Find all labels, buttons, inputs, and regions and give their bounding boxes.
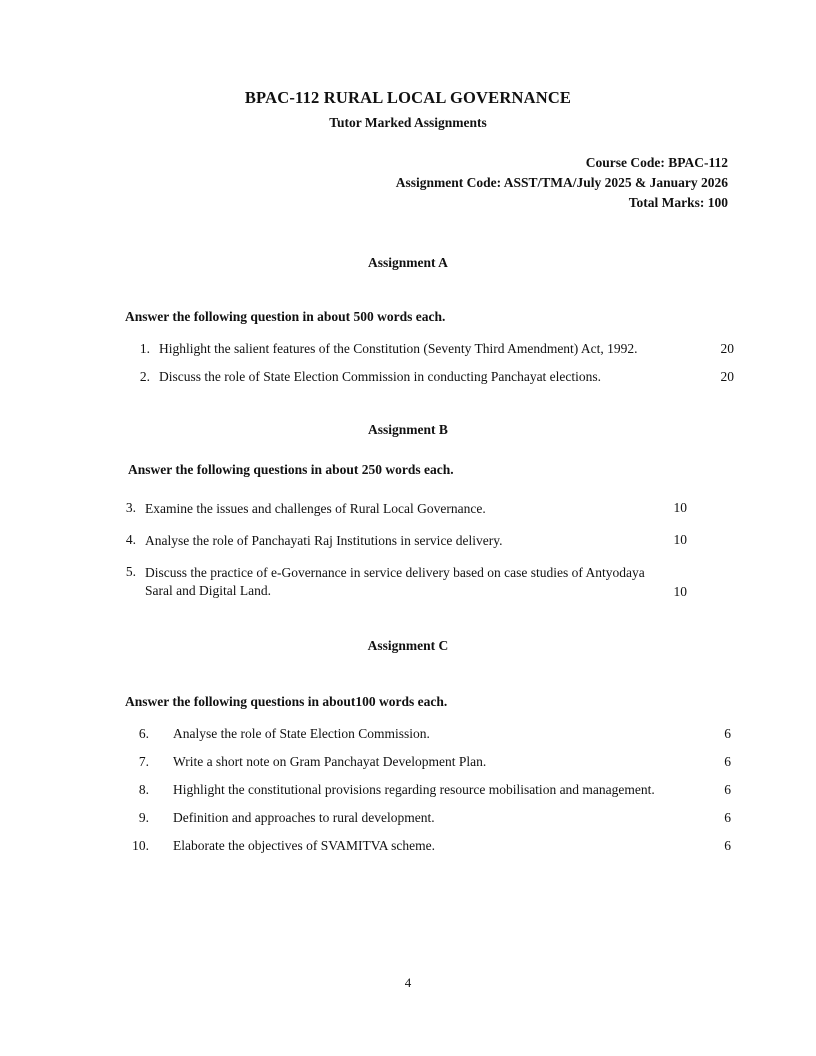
question-marks: 6 — [724, 781, 731, 797]
total-marks: Total Marks: 100 — [628, 194, 728, 210]
assignment-code: Assignment Code: ASST/TMA/July 2025 & January 2026 — [395, 174, 728, 190]
section-heading-assignment-c: Assignment C — [367, 637, 449, 653]
section-heading-assignment-a: Assignment A — [368, 254, 448, 270]
question-text: Discuss the practice of e-Governance in service delivery based on case studies of Antyodaya Saral and Digital Land. — [145, 564, 645, 598]
section-instruction-assignment-c: Answer the following questions in about100 words each. — [125, 693, 448, 709]
page-subtitle: Tutor Marked Assignments — [329, 115, 487, 130]
question-item — [118, 532, 734, 550]
question-item — [125, 782, 731, 798]
question-number: 7. — [138, 753, 149, 769]
course-code: Course Code: BPAC-112 — [585, 155, 728, 170]
question-marks: 20 — [720, 340, 734, 356]
question-text: Elaborate the objectives of SVAMITVA scheme. — [173, 837, 435, 853]
question-marks: 20 — [720, 368, 734, 384]
question-number: 4. — [125, 531, 136, 547]
question-number: 10. — [132, 837, 149, 853]
question-number: 3. — [125, 499, 136, 515]
question-number: 8. — [138, 781, 149, 797]
question-list-assignment-c — [0, 726, 816, 854]
question-number: 2. — [139, 368, 150, 384]
question-marks: 10 — [673, 531, 687, 547]
section-instruction-assignment-a: Answer the following question in about 500 words each. — [125, 308, 446, 324]
question-item — [125, 838, 731, 854]
question-number: 6. — [138, 725, 149, 741]
question-text: Discuss the role of State Election Commission in conducting Panchayat elections. — [159, 368, 602, 384]
question-marks: 6 — [724, 837, 731, 853]
question-item — [126, 341, 734, 357]
question-text: Highlight the constitutional provisions regarding resource mobilisation and management. — [173, 781, 655, 797]
section-heading-assignment-b: Assignment B — [368, 421, 448, 437]
question-marks: 6 — [724, 809, 731, 825]
question-item — [118, 564, 734, 600]
question-text: Definition and approaches to rural development. — [173, 809, 435, 825]
question-item — [125, 810, 731, 826]
question-marks: 10 — [673, 499, 687, 515]
question-item — [118, 500, 734, 518]
question-marks: 10 — [673, 583, 687, 599]
question-number: 9. — [138, 809, 149, 825]
section-instruction-assignment-b: Answer the following questions in about 250 words each. — [128, 461, 454, 477]
question-list-assignment-b — [0, 500, 816, 600]
question-marks: 6 — [724, 725, 731, 741]
assignment-meta — [0, 153, 816, 213]
question-number: 1. — [139, 340, 150, 356]
page-title: BPAC-112 RURAL LOCAL GOVERNANCE — [244, 88, 572, 107]
question-number: 5. — [125, 563, 136, 579]
question-item — [125, 726, 731, 742]
question-text: Analyse the role of Panchayati Raj Institutions in service delivery. — [145, 532, 503, 548]
question-text: Write a short note on Gram Panchayat Development Plan. — [173, 753, 487, 769]
question-item — [126, 369, 734, 385]
page-number: 4 — [404, 975, 412, 990]
question-text: Highlight the salient features of the Constitution (Seventy Third Amendment) Act, 1992. — [159, 340, 638, 356]
question-text: Examine the issues and challenges of Rural Local Governance. — [145, 500, 486, 516]
question-text: Analyse the role of State Election Commission. — [173, 725, 430, 741]
question-list-assignment-a — [0, 341, 816, 385]
question-marks: 6 — [724, 753, 731, 769]
question-item — [125, 754, 731, 770]
